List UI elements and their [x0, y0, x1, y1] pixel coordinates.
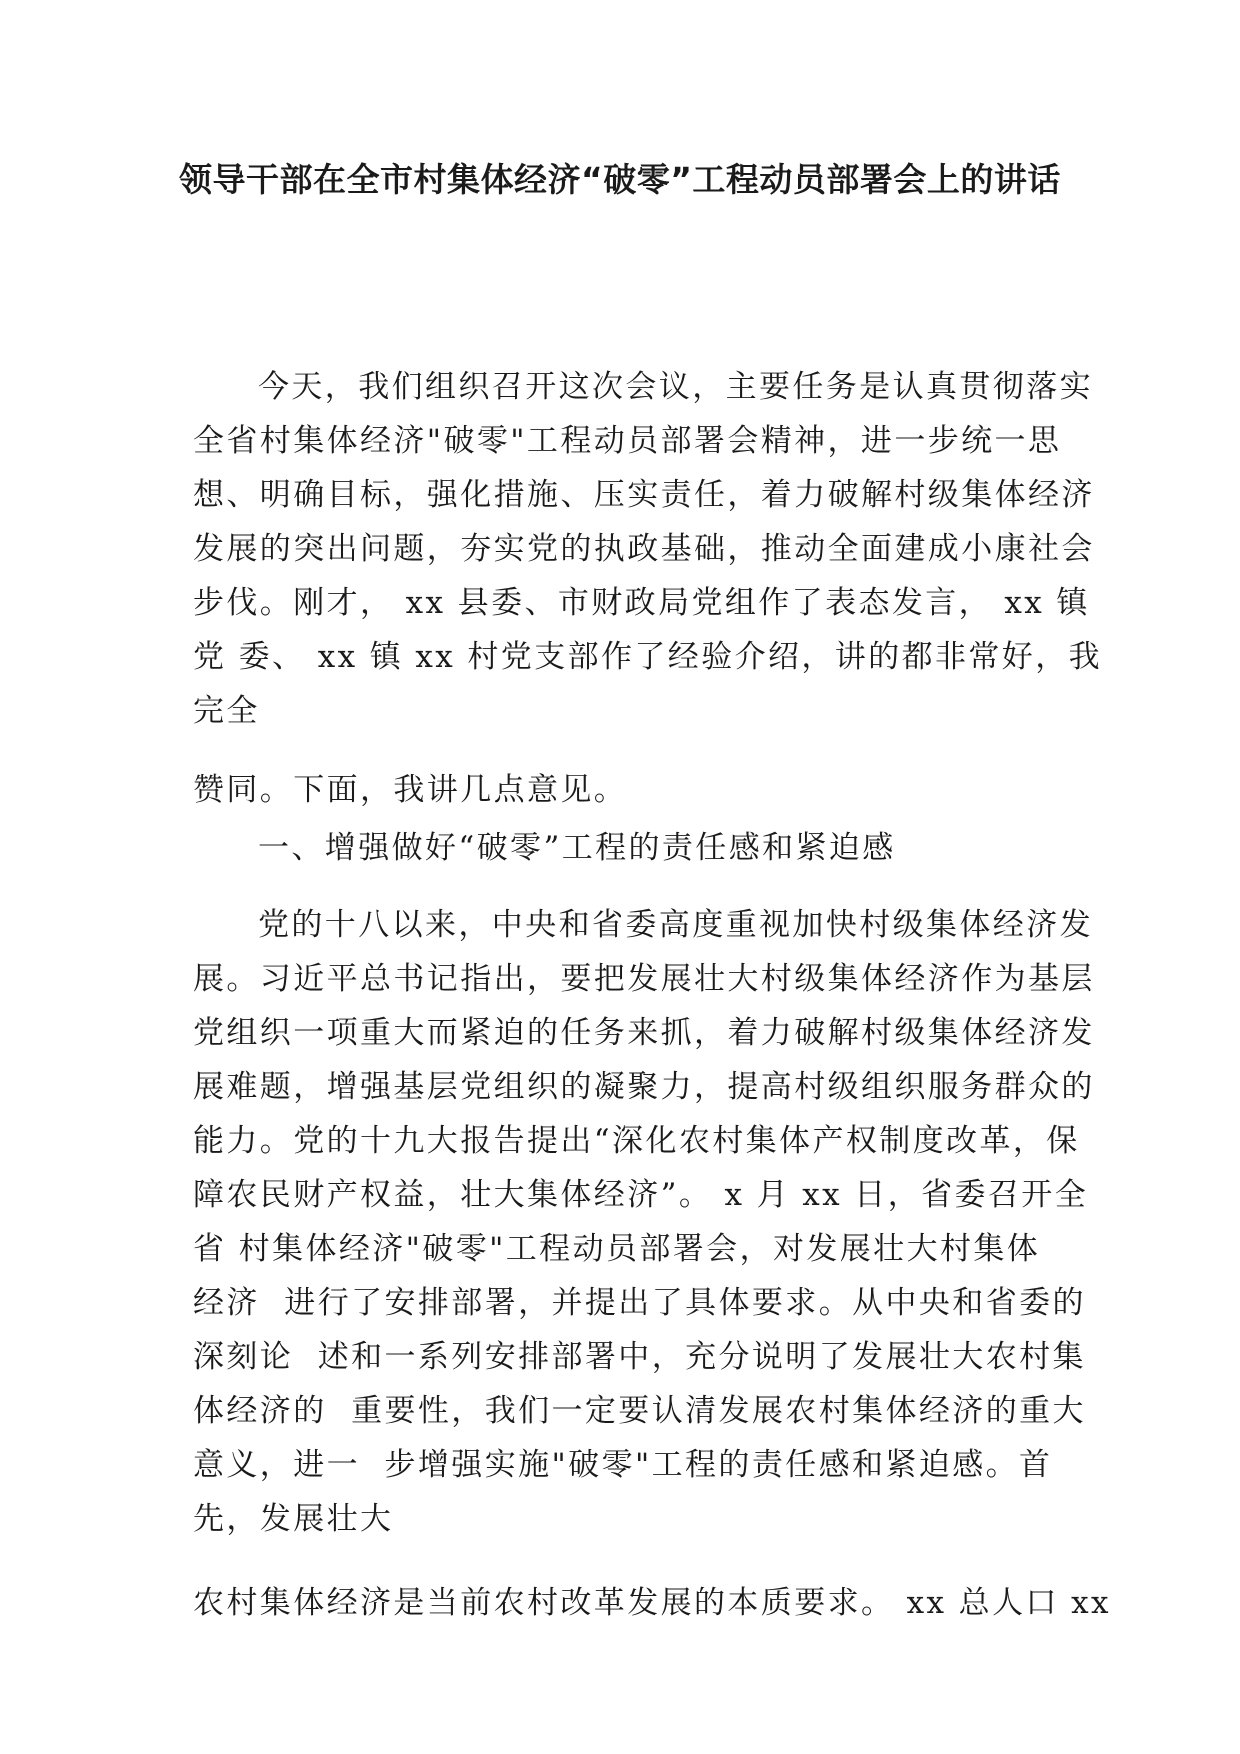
paragraph-line: 障农民财产权益，壮大集体经济”。 x 月 xx 日，省委召开全 [193, 1177, 1089, 1213]
paragraph-line: 党的十八以来，中央和省委高度重视加快村级集体经济发 [258, 907, 1093, 943]
paragraph-line: 展。习近平总书记指出，要把发展壮大村级集体经济作为基层 [193, 961, 1095, 997]
paragraph-line: 展难题，增强基层党组织的凝聚力，提高村级组织服务群众的 [193, 1069, 1095, 1105]
paragraph-line: 党 委、 xx 镇 xx 村党支部作了经验介绍，讲的都非常好，我 [193, 639, 1102, 675]
paragraph-line: 能力。党的十九大报告提出“深化农村集体产权制度改革，保 [193, 1123, 1080, 1159]
paragraph-line: 党组织一项重大而紧迫的任务来抓，着力破解村级集体经济发 [193, 1015, 1095, 1051]
paragraph-line: 全省村集体经济"破零"工程动员部署会精神，进一步统一思 [193, 423, 1062, 459]
document-title: 领导干部在全市村集体经济“破零”工程动员部署会上的讲话 [179, 160, 1061, 199]
paragraph-line: 体经济的 重要性，我们一定要认清发展农村集体经济的重大 [193, 1393, 1086, 1429]
paragraph-line: 农村集体经济是当前农村改革发展的本质要求。 xx 总人口 xx [193, 1585, 1111, 1621]
section-heading: 一、增强做好“破零”工程的责任感和紧迫感 [258, 830, 896, 866]
paragraph-line: 今天，我们组织召开这次会议，主要任务是认真贯彻落实 [258, 369, 1093, 405]
paragraph-line: 赞同。下面，我讲几点意见。 [193, 772, 628, 808]
paragraph-line: 意义，进一 步增强实施"破零"工程的责任感和紧迫感。首 [193, 1447, 1053, 1483]
paragraph-line: 省 村集体经济"破零"工程动员部署会，对发展壮大村集体 [193, 1231, 1041, 1267]
paragraph-line: 经济 进行了安排部署，并提出了具体要求。从中央和省委的 [193, 1285, 1086, 1321]
paragraph-line: 发展的突出问题，夯实党的执政基础，推动全面建成小康社会 [193, 531, 1095, 567]
paragraph-line: 想、明确目标，强化措施、压实责任，着力破解村级集体经济 [193, 477, 1095, 513]
paragraph-line: 步伐。刚才， xx 县委、市财政局党组作了表态发言， xx 镇 [193, 585, 1090, 621]
paragraph-line: 深刻论 述和一系列安排部署中，充分说明了发展壮大农村集 [193, 1339, 1086, 1375]
paragraph-line: 完全 [193, 693, 260, 729]
paragraph-line: 先，发展壮大 [193, 1501, 394, 1537]
